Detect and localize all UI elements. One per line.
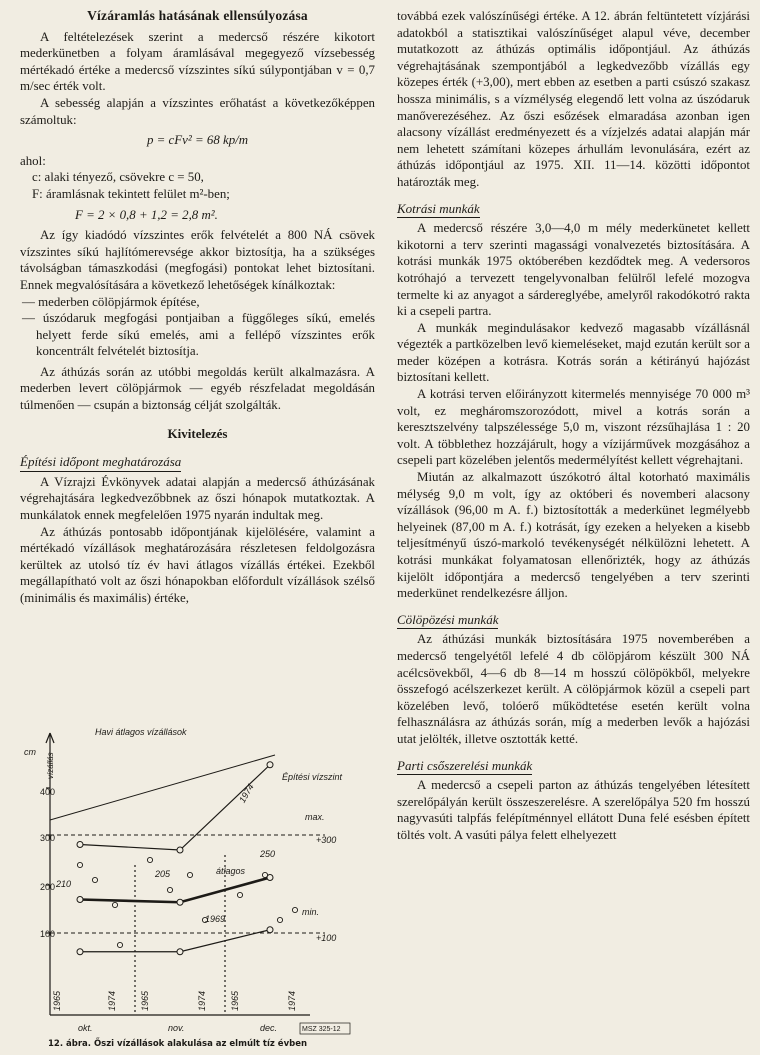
list-item: — mederben cölöpjármok építése, — [22, 294, 200, 309]
subheading: Kotrási munkák — [397, 201, 480, 219]
atlagos-label: átlagos — [216, 866, 246, 876]
paragraph: Miután az alkalmazott úszókotró által kotorható maximális mélység 9,0 m volt, így az októberi és novemberi alacsony vízállások (96,00 m A. f.) biztosították a mederkünet legmélyebb helyeinek (87,00 m A. f.) kotrását, így ezeken a helyeken a kisebb teljesítményű úszó-markoló tevékenységét nélkülözni lehetett. A kotrási munkákat folyamatosan ellenőrizték, hogy az áthúzás kijelölt időpontjára a medercső tengelyében a terv szerinti mederkünet rendelkezésre álljon. — [397, 470, 750, 601]
subheading: Cölöpözési munkák — [397, 612, 498, 630]
tick-200: 200 — [40, 882, 56, 892]
value-210: 210 — [56, 879, 72, 889]
series-line — [80, 765, 270, 850]
paragraph: Az áthúzás pontosabb időpontjának kijelölésére, valamint a mértékadó vízállások meghatározására részletesen feldolgozásra kerültek az utolsó tíz év havi átlagos vízállás értékei. Ezekből megállapítható volt az őszi hónapokban előfordult vízállások szélső (minimális és maximális) értéke, — [20, 524, 375, 605]
paragraph: ahol: — [20, 153, 46, 168]
paragraph: Az áthúzás során az utóbbi megoldás került alkalmazásra. A mederben levert cölöpjármok — egyéb részfeladat megoldásán túlmenően — csupán a biztonság célját szolgálták. — [20, 364, 375, 413]
subheading: Parti csőszerelési munkák — [397, 758, 532, 776]
water-level-figure — [20, 715, 375, 1050]
paragraph: A feltételezések szerint a medercső részére kikotort mederkünetben a folyam áramlásával megegyező vízsebesség mértékadó értéke a medercső vízszintes síkú súlypontjában v = 0,7 m/sec érték volt. — [20, 29, 375, 94]
data-point — [177, 899, 183, 905]
value-250: 250 — [260, 849, 276, 859]
paragraph: A sebesség alapján a vízszintes erőhatást a következőképpen számoltuk: — [20, 95, 375, 127]
plus300-label: +300 — [316, 835, 337, 845]
list-item: — úszódaruk megfogási pontjaiban a függőleges síkú, emelés helyett ferde síkú emelés, ami a fellépő vízszintes erők koncentrált felvételét biztosítja. — [22, 311, 375, 359]
year-label: 1965 — [140, 990, 150, 1011]
data-point — [267, 927, 273, 933]
paragraph: A munkák megindulásakor kedvező magasabb vízállásnál végezték a partközelben levő kiemeléseket, majd ezután került sor a meder középen a kotrásra. Kotrás során a kétirányú hajózást biztosítani kellett. — [397, 320, 750, 385]
max-label: max. — [305, 812, 325, 822]
series-line — [80, 878, 270, 903]
paragraph: A Vízrajzi Évkönyvek adatai alapján a medercső áthúzásának végrehajtására legkedvezőbbnek az őszi hónapok mutatkoztak. A munkálatok ennek megfelelően 1975 nyarán indultak meg. — [20, 474, 375, 523]
plus100-label: +100 — [316, 933, 337, 943]
unit-label: cm — [24, 747, 36, 757]
year-1974: 1974 — [237, 782, 256, 805]
construction-label: Építési vízszint — [282, 772, 343, 782]
water-level-chart — [20, 715, 375, 1050]
data-point — [77, 842, 83, 848]
value-205: 205 — [155, 869, 171, 879]
definition: F: áramlásnak tekintett felület m²-ben; — [32, 186, 230, 201]
left-column — [20, 8, 375, 607]
year-1969: 1969 — [205, 914, 226, 924]
data-point — [77, 897, 83, 903]
year-label: 1974 — [107, 990, 117, 1011]
paragraph: A medercső a csepeli parton az áthúzás tengelyében létesített szerelőpályán került összeszerelésre. A szerelőpálya 520 fm hosszú nagyvasúti talpfás felépítménnyel ellátott Duna felé esésben épített töltés volt. A vasúti pálya felett elhelyezett — [397, 778, 750, 842]
title-note: Havi átlagos vízállások — [95, 727, 187, 737]
data-point — [267, 762, 273, 768]
month-nov: nov. — [168, 1023, 185, 1033]
definition: c: alaki tényező, csövekre c = 50, — [32, 170, 204, 185]
section-title: Vízáramlás hatásának ellensúlyozása — [87, 8, 308, 23]
paragraph: A medercső részére 3,0—4,0 m mély mederkünetet kellett kikotorni a terv szerinti magassági vonalvezetés biztosítására. A kotrási munkák 1975 októberében kezdődtek meg. A vedersoros kotróhajó a tervezett tengelyvonalban felülről lefelé mozogva termelte ki az anyagot a sárdereglyébe, amelyről rakodókotró rakta ki a csepeli partra. — [397, 221, 750, 319]
formula: p = cFv² = 68 kp/m — [146, 133, 249, 148]
tick-300: 300 — [40, 833, 56, 843]
month-dec: dec. — [260, 1023, 278, 1033]
paragraph: Az így kiadódó vízszintes erők felvételét a 800 NÁ csövek vízszintes síkú hajlítómerevsége akkor biztosítja, ha a szükséges távolságban támaszkodási (megfogási) pontokat lehet biztosítani. Ennek megvalósítására a következő lehetőségek kínálkoztak: — [20, 228, 375, 292]
year-label: 1974 — [197, 990, 207, 1011]
paragraph: Az áthúzási munkák biztosítására 1975 novemberében a medercső tengelyétől lefelé 4 db cölöpjárom készült 300 NÁ acélcsövekből, 4—6 db 8—14 m hosszú cölöpökből, melyekre összefogó acélszerkezet került. A cölöpjármok közül a csepeli part közelében levő, tolóerő működtetése esetén került volna felhasználásra az áthúzás során, míg a mederben levők a hajózási utat jelölték, illetve osztották ketté. — [397, 632, 750, 746]
subheading: Építési időpont meghatározása — [20, 454, 181, 472]
formula: F = 2 × 0,8 + 1,2 = 2,8 m². — [75, 207, 218, 222]
year-label: 1965 — [52, 990, 62, 1011]
month-okt: okt. — [78, 1023, 93, 1033]
data-point — [177, 949, 183, 955]
year-label: 1974 — [287, 990, 297, 1011]
year-label: 1965 — [230, 990, 240, 1011]
data-point — [77, 949, 83, 955]
chapter-heading: Kivitelezés — [167, 425, 228, 441]
min-label: min. — [302, 907, 320, 917]
figure-stamp: MSZ 325-12 — [302, 1026, 341, 1033]
tick-400: 400 — [40, 787, 56, 797]
year-markers — [77, 857, 297, 947]
paragraph: továbbá ezek valószínűségi értéke. A 12. ábrán feltüntetett vízjárási adatokból a statisztikai valószínűséget alapul véve, december mutatkozott az áthúzás optimális időpontjául. Az áthúzás végrehajtásának szempontjából a legkedvezőbb vízállás egy közepes érték (+3,00), mert ebben az esetben a parti csúszó szakasz hossza minimális, s a vízmélység elegendő lett volna az úszódaruk manőverezéséhez. Az őszi esőzések elmaradása azonban igen alacsony vízállást eredményezett és a vízjelzés adatai alapján már nem lehetett számítani közepes árhullám levonulására, ezért az áthúzás időpontjául az 1975. XII. 11—14. közötti időpontot határozták meg. — [397, 9, 750, 189]
axis-label: vízállás — [46, 752, 55, 779]
figure-caption: 12. ábra. Őszi vízállások alakulása az elmúlt tíz évben — [48, 1039, 308, 1049]
right-column — [397, 8, 750, 844]
tick-100: 100 — [40, 929, 56, 939]
data-point — [177, 847, 183, 853]
paragraph: A kotrási terven előirányzott kitermelés mennyisége 70 000 m³ volt, ez megháromszorozódott, mivel a kotrás során a keresztszelvény talpszélessége 5,0 m, viszont rézsűhajlása 1 : 20 volt. A többlethez hozzájárult, hogy a vízijárművek mozgásához a csepeli part közelében jelentős medermélyítést kellett végrehajtani. — [397, 387, 750, 468]
construction-level-line — [50, 755, 275, 820]
